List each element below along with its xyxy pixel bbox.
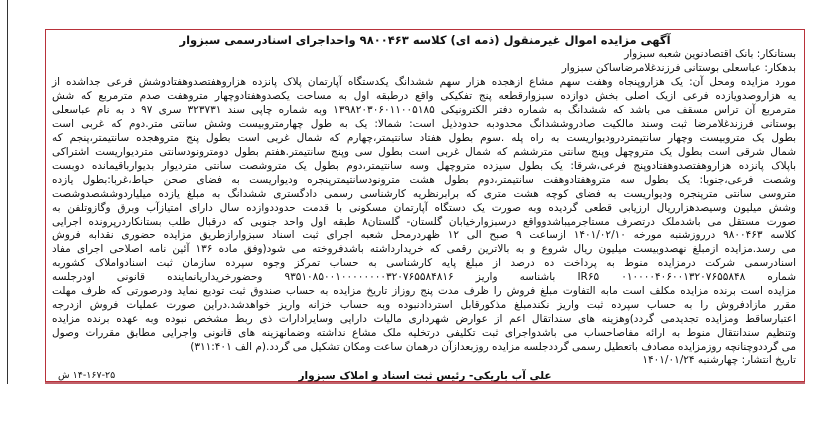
body-line: متروسی سانتی مترپنجره ودیواریست به فضای کوچه هشت متری که برابرنظریه کارشناسی رسمی دادگستری ششدانگ به مبلغ یازده میلیاردوششصدوشصت [52, 187, 796, 200]
body-line: مقرر مازادفروش را به حساب سپرده ثبت واریز نکندمبلغ مذکورقابل استردادنبوده وبه حساب خزانه واریز خواهدشد.دراین صورت عملیات فروش ازدرجه [52, 299, 796, 312]
body-line: اسنادرسمی شرکت درمزایده منوط به پرداخت ده درصد از مبلغ پایه کارشناسی به حساب تمرکز وجوه سپرده سازمان ثبت اسنادواملاک کشوربه [52, 257, 796, 270]
notice-title: آگهی مزایده اموال غیرمنقول (ذمه ای) کلاسه ۹۸۰۰۴۶۳ واحداجرای اسنادرسمی سبزوار [179, 33, 671, 47]
body-line: کلاسه ۹۸۰۰۴۶۳ درروزشنبه مورخه ۱۴۰۱/۰۲/۱۰ ازساعت ۹ صبح الی ۱۲ ظهردرمحل شعبه اجرای ثبت اسناد سبزوارازطریق مزایده حضوری نقدابه فروش [52, 229, 796, 242]
body-line: مورد مزایده ومحل آن: یک هزاروپنجاه وهفت سهم مشاع ازهجده هزار سهم ششدانگ یکدستگاه آپارتمان پلاک پانزده هزاروهفتصدوهفتادوشش فرعی جداشده از [52, 76, 796, 88]
body-line: مزایده است برنده مزایده مکلف است مابه التفاوت مبلغ فروش را ظرف مدت پنج روزاز تاریخ مزایده به حساب صندوق ثبت تودیع نماید ودرصورتی که ظرف مهلت [52, 285, 796, 298]
auction-notice [45, 29, 805, 382]
body-line: وشش میلیون وسیصدهزارریال ارزیابی قطعی گردیده وبه صورت یک دستگاه آپارتمان مسکونی با قدمت حدوددوازده سال دارای امتیازآب وبرق وگازوتلفن به [52, 201, 796, 214]
signature: علی آب باریکی- رئیس ثبت اسناد و املاک سبزوار [298, 370, 552, 382]
column-divider [7, 0, 8, 384]
body-line: وشصت فرعی،جنوبا: یک بطول سه متروهفتادوهفت سانتیمتر،دوم بطول هشت مترونودسانتیمترپنجره ودیواریست به فضای صحن حیاط،غربا:بطول یازده [52, 173, 796, 186]
creditor-line: بستانکار: بانک اقتصادنوین شعبه سبزوار [624, 48, 796, 60]
body-line: بوستانی فرزندغلامرضا ثبت وسند مالکیت صادروششدانگ محدودبه حدودذیل است: شمالا: یک به طول چهارمتروبیست وشش سانتی متر.دوم که غربی است [52, 117, 796, 130]
body-line: شماره ۰۱۰۰۰۰۴۰۶۰۰۱۳۲۰۷۶۵۵۸۴۸ IR۶۵ باشناسه واریز ۹۳۵۱۰۸۵۰۰۱۰۰۰۰۰۰۰۰۳۲۰۷۶۵۵۸۴۸۱۶ وحضورخریداریانماینده قانونی اودرجلسه [52, 271, 797, 284]
notice-code: ۱۴-۱۶۷-۲۵ ش [58, 370, 116, 381]
body-line: می رسد.مزایده ازمبلغ نهصدوبیست میلیون ریال شروع و به بالاترین رقمی که خریدارداشته باشدفروخته می شود(وفق ماده ۱۳۶ آئین نامه اصلاحی اجرای مفاد [52, 243, 796, 256]
body-line: شمال شرقی است بطول یک متروچهل وپنج سانتی مترششم که شمال غربی است بطول سی وپنج سانتیمتر.هفتم بطول دومترونودسانتی متردیواریست اشتراکی [52, 145, 796, 158]
body-line: بطول یک متروبیست وچهار سانتیمتردرودیواریست به راه پله .سوم بطول هفتاد سانتیمتر،چهارم که شمال غربی است بطول پنج متروهجده سانتیمتر،پنجم که [52, 131, 796, 144]
body-line: یه هزاروصدویازده فرعی ازیک اصلی بخش دوازده سبزوارقطعه پنج تفکیکی واقع درطبقه اول به مساحت یکصدوهفتادوچهار متروهفت صدم مترمربع که شش [52, 89, 796, 102]
publish-date: تاریخ انتشار: چهارشنبه ۱۴۰۱/۰۱/۲۴ [642, 354, 796, 366]
body-line: باپلاک پانزده هزاروهفتصدوهفتادوپنج فرعی،شرقا: یک بطول سیزده متروچهل وسه سانتیمتر،دوم بطول یک متروشصت سانتی متردیوار بدیوارباقیمانده دوبست [52, 159, 796, 172]
body-line: اعتبارساقط ومزایده تجدیدمی گردد)وهزینه های سنداتقال اعم از عوارض شهرداری مالیات دارایی وسایرادارات ذی ربط مشخص نبوده وبه عهده برنده مزایده [52, 313, 796, 326]
body-line: می گرددوچنانچه روزمزایده مصادف باتعطیل رسمی گرددجلسه مزایده روزبعدازآن درهمان ساعت ومکان تشکیل می گردد.(م الف ۳۱۱:۴۰۱) [190, 341, 796, 354]
debtor-line: بدهکار: عباسعلی بوستانی فرزندغلامرضاساکن سبزوار [561, 62, 796, 74]
body-line: مترمربع آن تراس مسقف می باشد که ششدانگ به شماره دفتر الکترونیکی ۱۳۹۸۲۰۳۰۶۰۱۱۰۰۵۱۸۵ وبه شماره چاپی سند ۳۲۳۷۳۱ سری ۹۷ د به نام عباسعلی [52, 103, 796, 116]
body-line: صورت مستقل می باشدملک درتصرف مستاجرمیباشدوواقع درسبزوارخیابان گلستان- گلستان۸ طبقه اول واحد جنوبی که درقبال طلب بستانکاردرپرونده اجرایی [52, 215, 796, 228]
body-line: وتنظیم سندانتقال منوط به ارائه مفاصاحساب می باشدواجرای ثبت تکلیفی درتخلیه ملک مشاع نداشته وضمانهزینه های قانونی واجرایی مطابق مقررات وصول [52, 327, 796, 340]
